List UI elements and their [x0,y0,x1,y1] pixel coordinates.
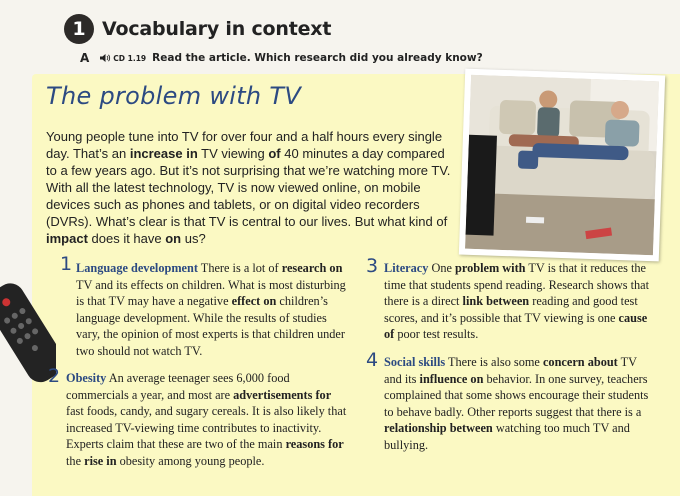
speaker-icon [99,53,111,63]
vocab-term: reasons for [285,437,344,452]
vocab-term: influence on [419,371,484,386]
section-heading: Language development [76,261,198,275]
vocab-term: rise in [84,453,117,468]
intro-text: Young people tune into TV for over four and a half hours every single day. That’s an [46,129,443,161]
vocab-term: research on [281,261,343,275]
section-header [64,14,331,44]
vocab-term: concern about [542,355,618,369]
intro-text: TV viewing [197,146,269,161]
vocab-term: of [268,146,281,161]
section-text: children’s language development. While the results of studies vary, the opinion of most experts is that children under two should not watch TV. [76,294,345,358]
section-text: TV and its [384,355,637,386]
article-section-literacy [366,255,652,343]
instruction-text: Read the article. Which research did you already know? [152,52,483,64]
section-number-1: 1 [60,253,73,275]
vocab-term: impact [46,231,88,246]
section-text: poor test results. [394,327,479,342]
vocab-term: problem with [455,261,526,275]
section-text: An average teenager sees 6,000 food commercials a year, and most are [66,371,290,402]
section-text: One [428,261,456,275]
section-text: obesity among young people. [116,453,265,468]
vocab-term: relationship between [384,421,493,436]
section-text: the [66,453,85,468]
section-number: 1 [64,14,94,44]
section-text: TV and its effects on children. What is most disturbing is that TV may have a negative [76,277,346,309]
article-section-obesity [48,365,350,470]
section-title: Vocabulary in context [102,18,332,40]
vocab-term: advertisements for [233,387,332,402]
article-title: The problem with TV [46,82,302,110]
section-number-4: 4 [366,349,379,371]
section-text: behavior. In one survey, teachers complained that some shows encourage their students to behave badly. Other reports suggest that there is a [384,371,649,419]
section-text: TV is that it reduces the time that students spend reading. Research shows that there is a direct [384,261,650,309]
section-number-3: 3 [366,255,379,277]
vocab-term: on [165,231,182,246]
vocab-term: effect on [231,294,277,309]
cd-track-label: CD 1.19 [113,53,147,63]
section-heading: Obesity [66,371,107,385]
intro-text: 40 minutes a day compared to a few years ago. But it’s not surprising that we’re watching more TV. With all the latest technology, TV is now viewed online, on mobile devices such as phones and tablets, or on digital video recorders (DVRs). What’s clear is that TV is central to our lives. But what kind of [46,146,451,229]
vocab-term: link between [462,294,530,309]
section-text: watching too much TV and bullying. [384,421,630,452]
section-text: reading and good test scores, and it’s possible that TV viewing is one [384,294,638,325]
intro-text: does it have [87,231,166,246]
article-section-social [366,349,652,454]
instruction [80,51,483,65]
article-section-language [60,253,348,360]
article-intro [46,128,456,247]
vocab-term: cause of [384,310,648,342]
section-text: There is a lot of [197,261,282,275]
intro-text: us? [181,231,206,246]
vocab-term: increase in [129,146,198,161]
exercise-letter: A [80,51,90,65]
family-watching-tv-photo [459,69,665,262]
section-number-2: 2 [48,365,61,387]
section-text: There is also some [445,355,543,369]
audio-track[interactable] [99,53,146,63]
section-text: fast foods, candy, and sugary cereals. It is also likely that increased TV-viewing time contributes to inactivity. Experts claim that these are two of the main [66,404,347,452]
section-heading: Literacy [384,261,429,275]
section-heading: Social skills [384,355,446,369]
